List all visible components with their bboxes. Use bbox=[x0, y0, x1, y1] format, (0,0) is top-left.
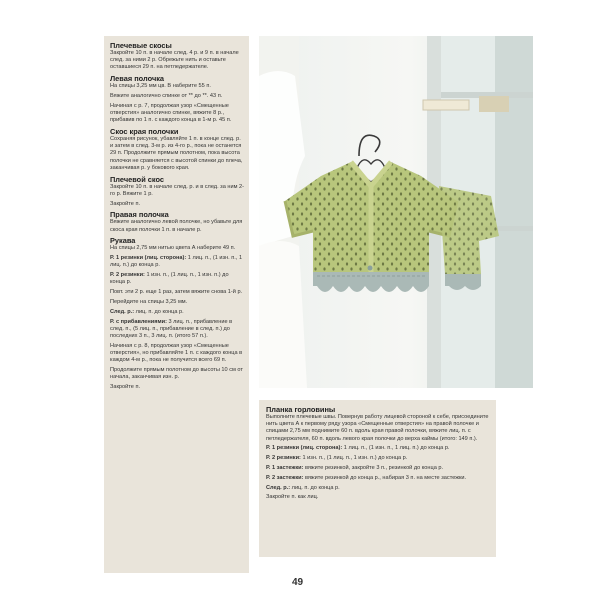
section-heading: Скос края полочки bbox=[110, 127, 179, 136]
instruction-paragraph: Закройте 10 п. в начале след. 4 р. и 9 п. в начале след. за ними 2 р. Обрежьте нить и оставьте оставшиеся 29 п. на петледержателе. bbox=[110, 50, 239, 71]
instruction-paragraph: Закройте п. bbox=[110, 200, 141, 207]
instruction-paragraph bbox=[266, 455, 491, 462]
instruction-paragraph: Продолжите прямым полотном до высоты 10 см от начала, заканчивая изн. р. bbox=[110, 367, 243, 381]
instruction-paragraph: Закройте п. bbox=[110, 384, 141, 390]
instruction-paragraph: Перейдите на спицы 3,25 мм. bbox=[110, 299, 188, 305]
instruction-paragraph: Начиная с р. 8, продолжая узор «Смещенные отверстия», но прибавляйте 1 п. с каждого конца в каждом 4-м р., пока не получится всего 69 п. bbox=[110, 342, 243, 364]
row-label: Р. 2 резинки: bbox=[110, 272, 145, 279]
instruction-paragraph bbox=[110, 255, 244, 269]
row-label: Р. с прибавлениями: bbox=[110, 318, 167, 325]
row-label: Р. 2 застежки: bbox=[266, 474, 304, 481]
instruction-paragraph: Закройте 10 п. в начале след. р. и в след. за ним 2-го р. Вяжите 1 р. bbox=[110, 183, 245, 197]
section-heading: Плечевые скосы bbox=[110, 41, 172, 50]
row-label: След. р.: bbox=[110, 308, 135, 315]
neckband-instructions-box bbox=[259, 400, 496, 557]
row-label: Р. 2 резинки: bbox=[266, 455, 301, 462]
instruction-paragraph: На спицы 2,75 мм нитью цвета А наберите 49 п. bbox=[110, 245, 236, 252]
page-number: 49 bbox=[292, 577, 304, 588]
section-heading: Плечевой скос bbox=[110, 174, 165, 184]
section-heading: Планка горловины bbox=[266, 405, 336, 414]
instruction-paragraph bbox=[266, 445, 491, 452]
row-text: вяжите резинкой, закройте 3 п., резинкой до конца р. bbox=[303, 465, 444, 471]
section-heading: Левая полочка bbox=[110, 74, 165, 84]
row-text: вяжите резинкой до конца р., набирая 3 п. на месте застежки. bbox=[303, 474, 467, 481]
instruction-paragraph: Выполните плечевые швы. Повернув работу лицевой стороной к себе, присоедините нить цвета А к первому ряду узора «Смещенные отверстия» на правой полочке и спицами 2,75 мм поднимите 60 п. вдоль края правой полочки, вяжите лиц. п. с петледержателя, 60 п. вдоль левого края полочки до верха каймы (итого: 149 п.). bbox=[266, 414, 489, 442]
instruction-paragraph bbox=[266, 485, 491, 492]
row-text: 1 лиц. п., (1 изн. п., 1 лиц. п.) до конца р. bbox=[342, 445, 450, 452]
instruction-paragraph bbox=[110, 309, 244, 316]
section-heading: Рукава bbox=[110, 236, 136, 246]
instruction-paragraph bbox=[266, 465, 491, 472]
row-text: 1 лиц. п., (1 изн. п., 1 лиц. п.) до конца р. bbox=[110, 255, 243, 269]
cardigan-photo bbox=[259, 36, 533, 388]
pattern-text-column bbox=[104, 36, 249, 573]
instruction-paragraph: Вяжите аналогично левой полочке, но убавьте для скоса края полочки 1 п. в начале р. bbox=[110, 219, 243, 233]
knitted-cardigan-image bbox=[259, 36, 533, 388]
instruction-paragraph: Сохраняя рисунок, убавляйте 1 п. в конце след. р. и затем в след. 3-м р. из 4-го р., пока не останется 29 п. Продолжите прямым полотном, пока высота полочки не сравняется с высотой спинки до плеча, заканчивая р. у бокового края. bbox=[110, 136, 243, 171]
instruction-paragraph: Вяжите аналогично спинке от ** до **. 43 п. bbox=[110, 93, 223, 99]
row-label: Р. 1 застежки: bbox=[266, 465, 304, 471]
instruction-paragraph: Повт. эти 2 р. еще 1 раз, затем вяжите снова 1-й р. bbox=[110, 289, 243, 296]
row-text: лиц. п. до конца р. bbox=[134, 308, 184, 315]
row-text: лиц. п. до конца р. bbox=[290, 484, 340, 491]
row-label: Р. 1 резинки (лиц. сторона): bbox=[110, 255, 187, 262]
instruction-paragraph bbox=[110, 319, 244, 341]
row-label: Р. 1 резинки (лиц. сторона): bbox=[266, 445, 343, 452]
instruction-paragraph bbox=[110, 272, 244, 286]
instruction-paragraph: Начиная с р. 7, продолжая узор «Смещенные отверстия» аналогично спинке, вяжите 8 р., прибавив по 1 п. с каждого конца в 1-м р. 45 п. bbox=[110, 102, 232, 124]
instruction-paragraph bbox=[266, 475, 491, 482]
instruction-paragraph: Закройте п. как лиц. bbox=[266, 494, 319, 501]
row-label: След. р.: bbox=[266, 484, 291, 491]
section-heading: Правая полочка bbox=[110, 210, 169, 220]
row-text: 1 изн. п., (1 лиц. п., 1 изн. п.) до конца р. bbox=[110, 272, 229, 286]
row-text: 3 лиц. п., прибавление в след. п., (5 лиц. п., прибавление в след. п.) до последних 3 п., 3 лиц. п. (итого 57 п.). bbox=[110, 318, 233, 339]
instruction-paragraph: На спицы 3,25 мм цв. В наберите 55 п. bbox=[110, 83, 211, 90]
row-text: 1 изн. п., (1 лиц. п., 1 изн. п.) до конца р. bbox=[300, 455, 408, 462]
